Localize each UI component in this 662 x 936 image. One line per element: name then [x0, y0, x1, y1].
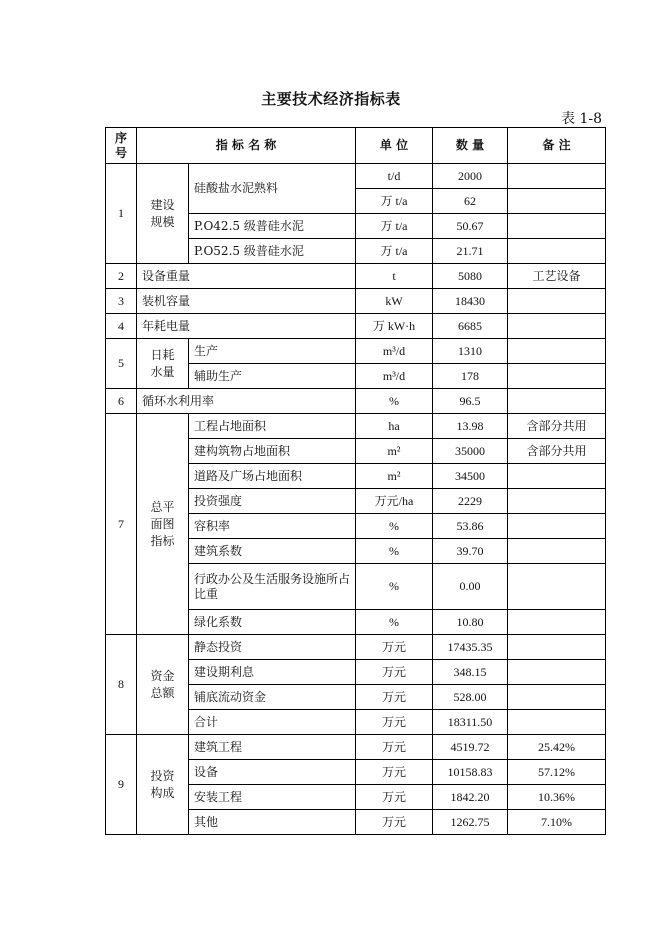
row-note	[508, 489, 606, 514]
row-name: 年耗电量	[137, 314, 356, 339]
table-row	[106, 635, 606, 660]
row-seq: 8	[106, 635, 137, 735]
row-note	[508, 364, 606, 389]
row-unit: kW	[356, 289, 433, 314]
row-note	[508, 389, 606, 414]
row-name: 其他	[189, 810, 356, 835]
row-qty: 18311.50	[433, 710, 508, 735]
row-note	[508, 660, 606, 685]
table-title: 主要技术经济指标表	[261, 90, 401, 108]
row-name: 设备重量	[137, 264, 356, 289]
table-row	[106, 339, 606, 364]
row-name: 投资强度	[189, 489, 356, 514]
table-row	[106, 264, 606, 289]
row-name: 安装工程	[189, 785, 356, 810]
row-unit: 万元	[356, 685, 433, 710]
row-note: 25.42%	[508, 735, 606, 760]
indicator-table	[105, 127, 606, 835]
table-row	[106, 414, 606, 439]
row-qty: 35000	[433, 439, 508, 464]
row-name: 辅助生产	[189, 364, 356, 389]
header-seq: 序 号	[106, 128, 137, 164]
table-row	[106, 128, 606, 164]
header-name: 指 标 名 称	[137, 128, 356, 164]
row-note: 含部分共用	[508, 414, 606, 439]
row-name: 设备	[189, 760, 356, 785]
row-qty: 10158.83	[433, 760, 508, 785]
row-group: 资金 总额	[137, 635, 189, 735]
row-seq: 2	[106, 264, 137, 289]
row-note	[508, 314, 606, 339]
row-note	[508, 189, 606, 214]
row-note: 含部分共用	[508, 439, 606, 464]
row-qty: 1310	[433, 339, 508, 364]
row-group: 总平 面图 指标	[137, 414, 189, 635]
row-unit: 万元	[356, 735, 433, 760]
header-qty: 数 量	[433, 128, 508, 164]
row-note	[508, 289, 606, 314]
table-number: 表 1-8	[561, 111, 602, 127]
row-note: 10.36%	[508, 785, 606, 810]
row-note	[508, 539, 606, 564]
row-name: 道路及广场占地面积	[189, 464, 356, 489]
row-unit: 万 kW·h	[356, 314, 433, 339]
row-qty: 0.00	[433, 564, 508, 610]
row-name: 硅酸盐水泥熟料	[189, 164, 356, 214]
row-qty: 17435.35	[433, 635, 508, 660]
row-unit: 万元	[356, 660, 433, 685]
row-note	[508, 214, 606, 239]
row-name: 装机容量	[137, 289, 356, 314]
row-name: 行政办公及生活服务设施所占比重	[189, 564, 356, 610]
row-unit: m³/d	[356, 339, 433, 364]
row-note	[508, 564, 606, 610]
row-name: 容积率	[189, 514, 356, 539]
row-seq: 6	[106, 389, 137, 414]
row-unit: 万元	[356, 710, 433, 735]
row-name: 绿化系数	[189, 610, 356, 635]
row-note	[508, 339, 606, 364]
row-note	[508, 164, 606, 189]
row-seq: 3	[106, 289, 137, 314]
row-name: 建筑工程	[189, 735, 356, 760]
table-row	[106, 735, 606, 760]
row-name: P.O42.5 级普硅水泥	[189, 214, 356, 239]
row-qty: 10.80	[433, 610, 508, 635]
row-unit: t/d	[356, 164, 433, 189]
row-name: 铺底流动资金	[189, 685, 356, 710]
row-name: 建构筑物占地面积	[189, 439, 356, 464]
table-row	[106, 289, 606, 314]
row-unit: m²	[356, 439, 433, 464]
row-unit: 万 t/a	[356, 214, 433, 239]
row-qty: 1262.75	[433, 810, 508, 835]
row-unit: m³/d	[356, 364, 433, 389]
row-qty: 4519.72	[433, 735, 508, 760]
row-group: 投资 构成	[137, 735, 189, 835]
row-unit: 万 t/a	[356, 189, 433, 214]
row-qty: 2000	[433, 164, 508, 189]
row-name: 建筑系数	[189, 539, 356, 564]
row-name: 静态投资	[189, 635, 356, 660]
row-unit: 万元	[356, 785, 433, 810]
row-seq: 1	[106, 164, 137, 264]
row-unit: %	[356, 539, 433, 564]
table-row	[106, 314, 606, 339]
row-seq: 5	[106, 339, 137, 389]
row-unit: %	[356, 514, 433, 539]
row-group: 日耗 水量	[137, 339, 189, 389]
row-name: 建设期利息	[189, 660, 356, 685]
row-qty: 18430	[433, 289, 508, 314]
row-qty: 6685	[433, 314, 508, 339]
row-qty: 39.70	[433, 539, 508, 564]
row-seq: 9	[106, 735, 137, 835]
row-name: 合计	[189, 710, 356, 735]
row-unit: %	[356, 564, 433, 610]
row-qty: 62	[433, 189, 508, 214]
row-qty: 348.15	[433, 660, 508, 685]
row-note	[508, 514, 606, 539]
row-qty: 178	[433, 364, 508, 389]
row-qty: 96.5	[433, 389, 508, 414]
row-qty: 528.00	[433, 685, 508, 710]
row-note: 7.10%	[508, 810, 606, 835]
row-qty: 5080	[433, 264, 508, 289]
header-unit: 单 位	[356, 128, 433, 164]
row-note	[508, 610, 606, 635]
row-name: 工程占地面积	[189, 414, 356, 439]
row-name: P.O52.5 级普硅水泥	[189, 239, 356, 264]
row-unit: 万 t/a	[356, 239, 433, 264]
row-note	[508, 685, 606, 710]
row-note: 57.12%	[508, 760, 606, 785]
row-qty: 34500	[433, 464, 508, 489]
row-qty: 50.67	[433, 214, 508, 239]
row-unit: 万元/ha	[356, 489, 433, 514]
row-qty: 21.71	[433, 239, 508, 264]
row-unit: ha	[356, 414, 433, 439]
row-note	[508, 239, 606, 264]
row-note	[508, 710, 606, 735]
row-note	[508, 464, 606, 489]
row-note	[508, 635, 606, 660]
row-unit: t	[356, 264, 433, 289]
row-group: 建设 规模	[137, 164, 189, 264]
row-unit: 万元	[356, 635, 433, 660]
row-unit: m²	[356, 464, 433, 489]
row-seq: 4	[106, 314, 137, 339]
row-unit: 万元	[356, 760, 433, 785]
row-seq: 7	[106, 414, 137, 635]
table-row	[106, 164, 606, 189]
row-unit: 万元	[356, 810, 433, 835]
table-row	[106, 389, 606, 414]
row-qty: 1842.20	[433, 785, 508, 810]
row-unit: %	[356, 610, 433, 635]
row-name: 循环水利用率	[137, 389, 356, 414]
header-note: 备 注	[508, 128, 606, 164]
row-note: 工艺设备	[508, 264, 606, 289]
row-qty: 2229	[433, 489, 508, 514]
row-qty: 53.86	[433, 514, 508, 539]
row-unit: %	[356, 389, 433, 414]
row-name: 生产	[189, 339, 356, 364]
row-qty: 13.98	[433, 414, 508, 439]
